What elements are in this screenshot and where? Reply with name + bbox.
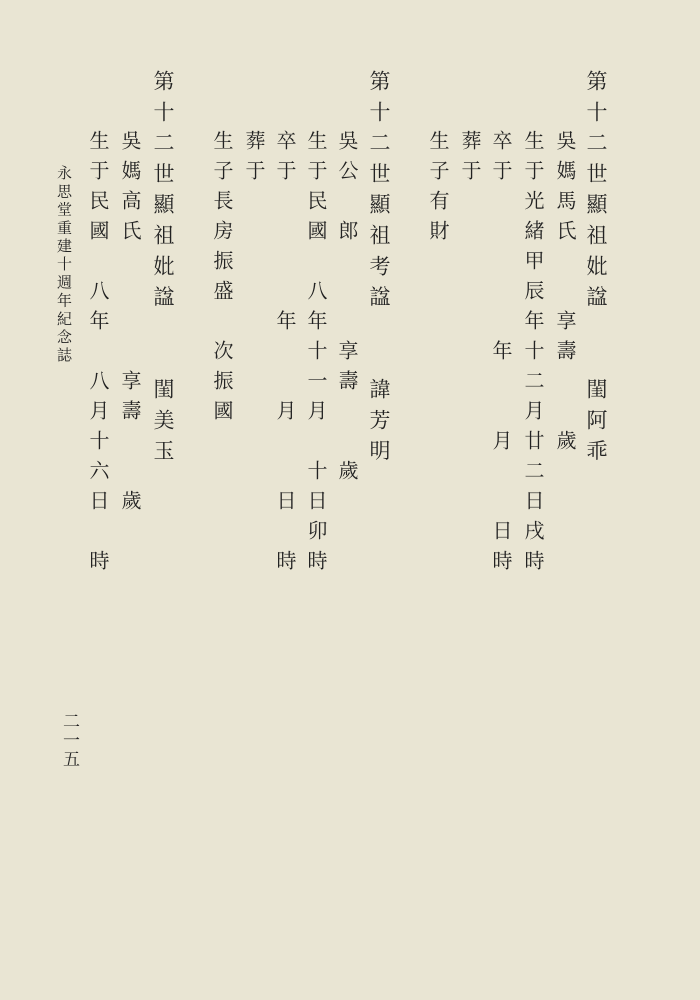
entry-1-line-4: 葬于 xyxy=(458,130,482,190)
entry-2-heading: 第十二世顯祖考諡 諱芳明 xyxy=(367,70,391,471)
entry-2-line-1: 吳公 郎 享壽 歲 xyxy=(335,130,359,490)
page-number: 二一五 xyxy=(59,712,79,769)
entry-2-line-3: 卒于 年 月 日 時 xyxy=(273,130,297,580)
entry-2-line-5: 生子長房振盛 次振國 xyxy=(210,130,234,430)
entry-3-heading: 第十二世顯祖妣諡 閨美玉 xyxy=(151,70,175,471)
entry-3-line-1: 吳媽高氏 享壽 歲 xyxy=(118,130,142,520)
entry-1-line-2: 生于光緒甲辰年十二月廿二日戌時 xyxy=(521,130,545,580)
entry-1-line-5: 生子有財 xyxy=(426,130,450,250)
entry-1-line-1: 吳媽馬氏 享壽 歲 xyxy=(553,130,577,460)
entry-1-heading: 第十二世顯祖妣諡 閨阿乖 xyxy=(584,70,608,471)
book-title: 永思堂重建十週年紀念誌 xyxy=(55,165,73,366)
entry-1-line-3: 卒于 年 月 日時 xyxy=(489,130,513,580)
entry-2-line-4: 葬于 xyxy=(242,130,266,190)
entry-2-line-2: 生于民國 八年十一月 十日卯時 xyxy=(304,130,328,580)
entry-3-line-2: 生于民國 八年 八月十六日 時 xyxy=(86,130,110,580)
